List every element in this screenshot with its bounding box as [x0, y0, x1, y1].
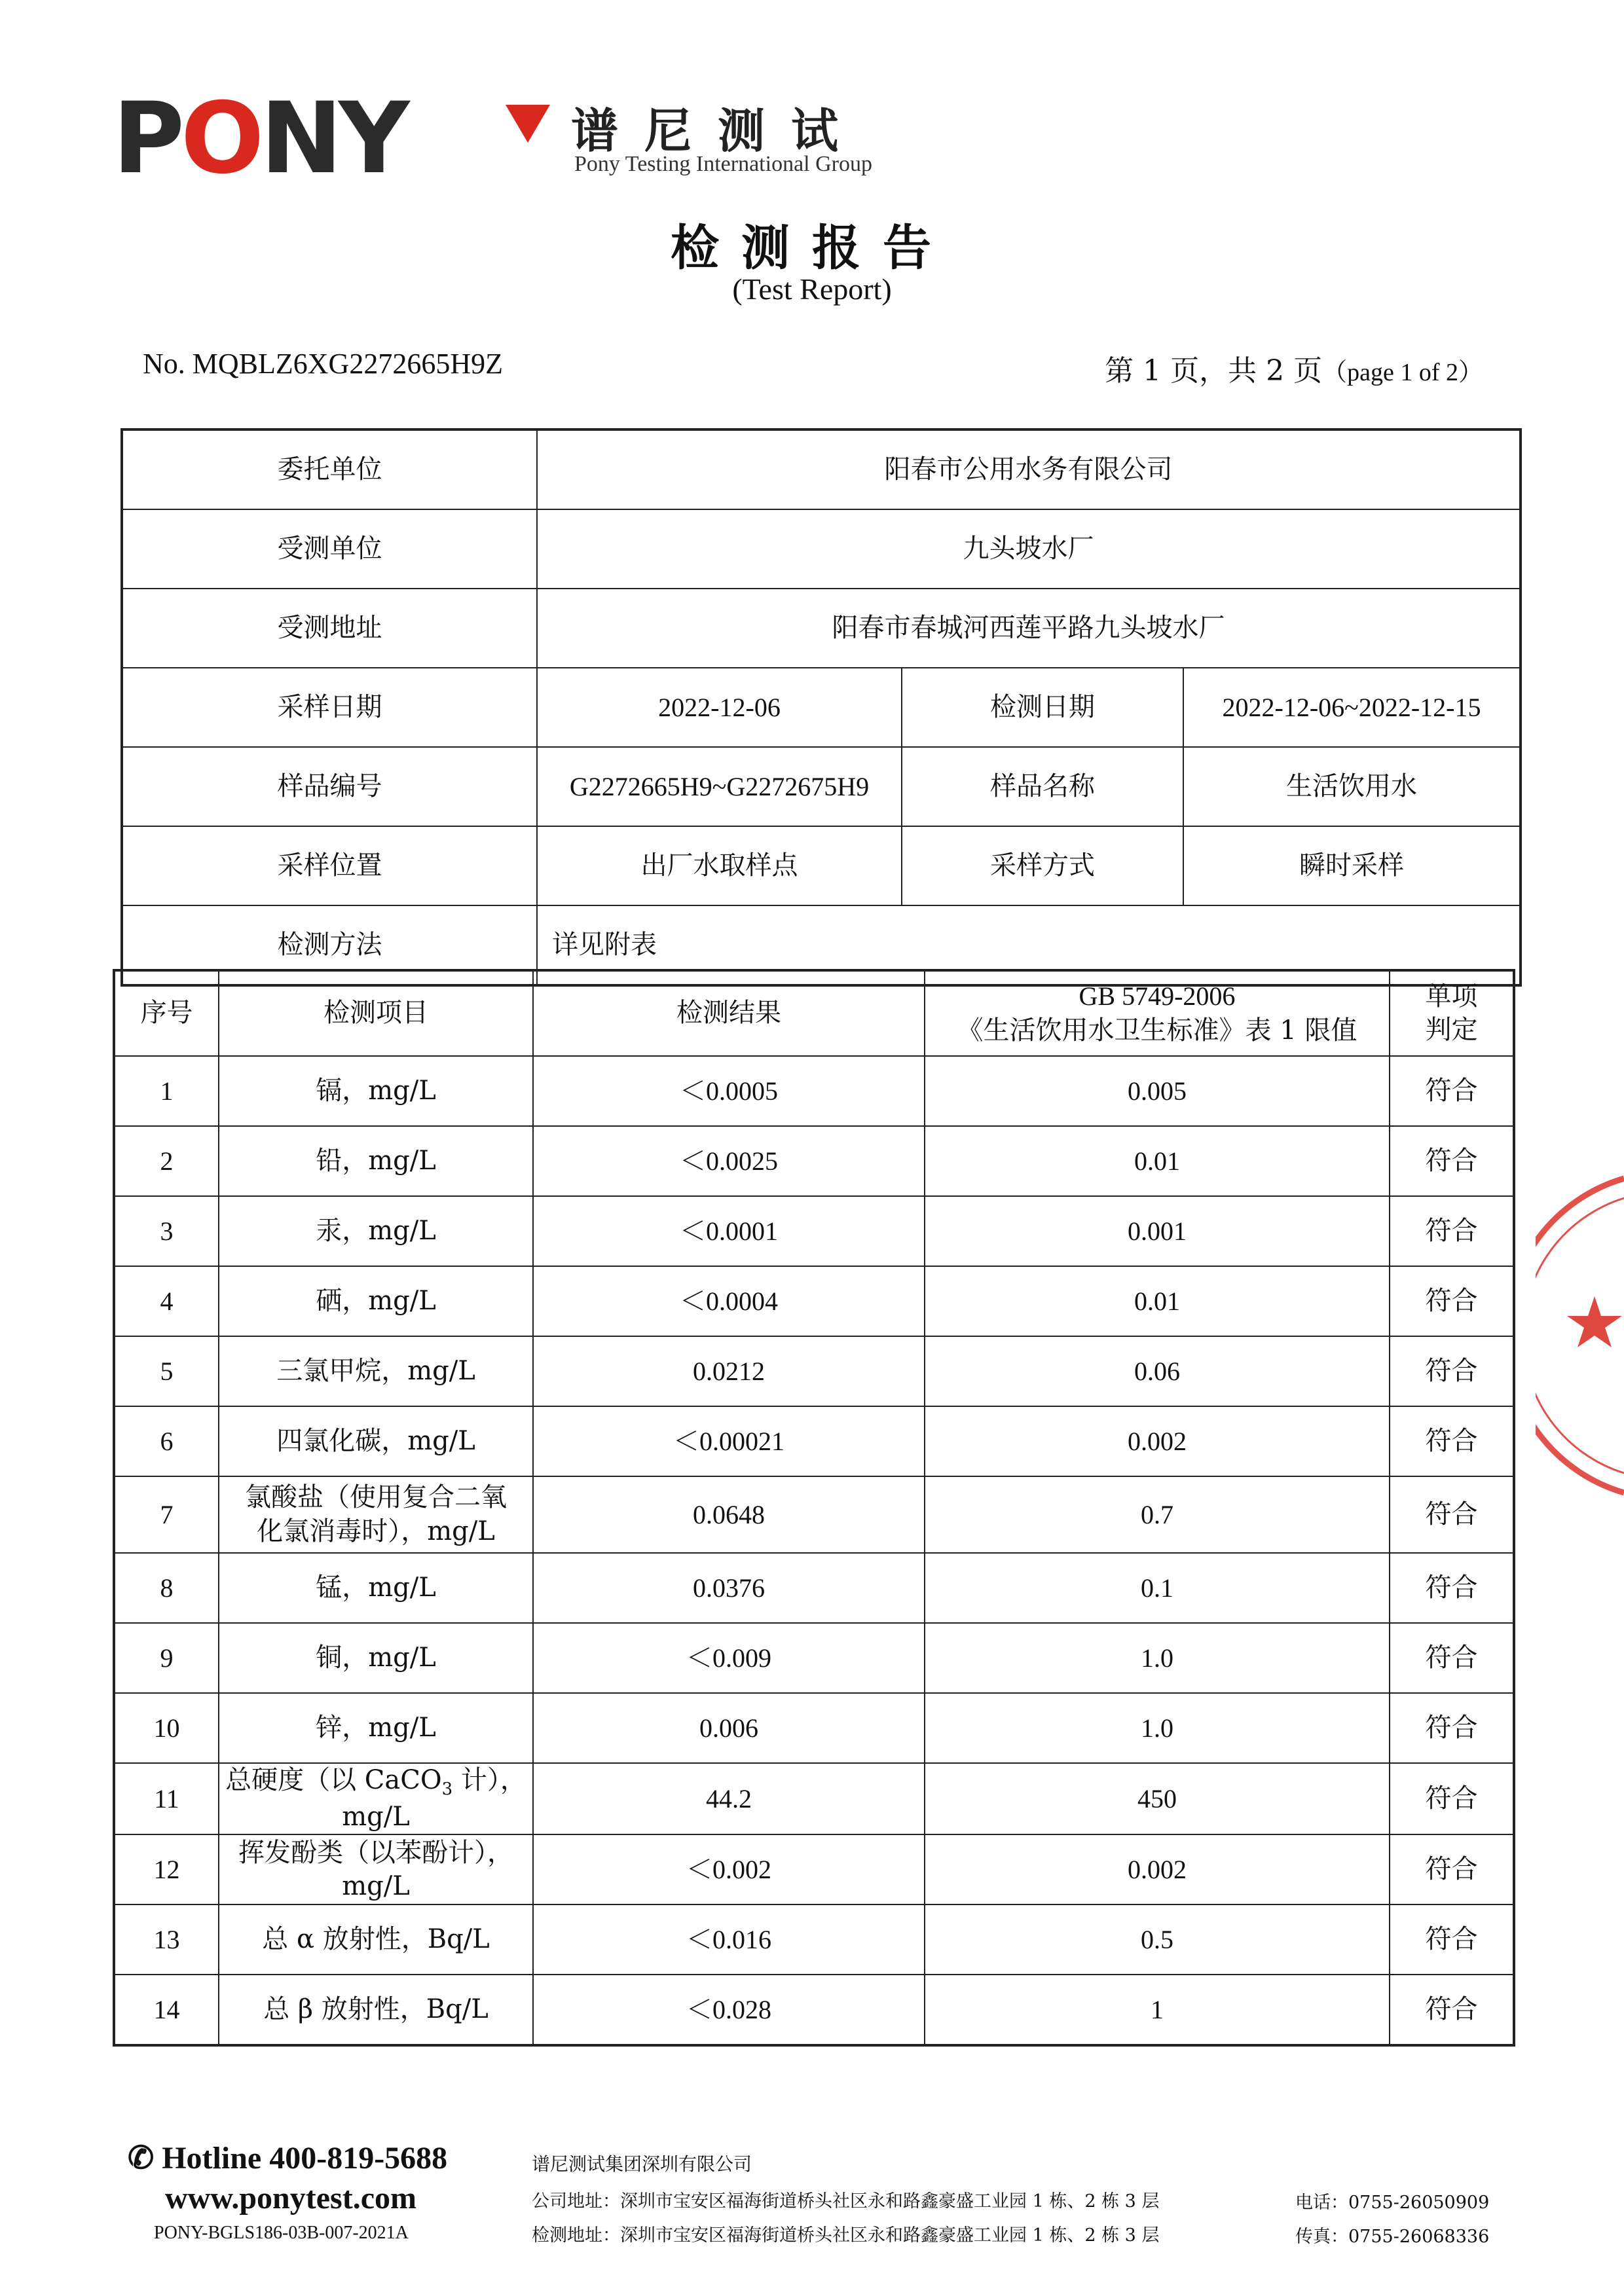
table-row: [114, 1266, 1514, 1336]
table-row: [114, 1693, 1514, 1763]
tested-label: 受测单位: [122, 509, 537, 589]
row-limit: 0.1: [925, 1553, 1390, 1623]
table-row: [114, 1553, 1514, 1623]
row-verdict: 符合: [1390, 1266, 1514, 1336]
info-row-sampling: [122, 826, 1521, 905]
row-verdict: 符合: [1390, 1623, 1514, 1693]
row-item: 汞，mg/L: [219, 1196, 533, 1266]
row-item: 总 α 放射性，Bq/L: [219, 1904, 533, 1975]
row-result: ＜0.00021: [533, 1406, 925, 1476]
row-no: 5: [114, 1336, 219, 1406]
row-no: 12: [114, 1834, 219, 1904]
row-verdict: 符合: [1390, 1834, 1514, 1904]
row-limit: 0.01: [925, 1126, 1390, 1196]
row-verdict: 符合: [1390, 1406, 1514, 1476]
header-limit-title: 《生活饮用水卫生标准》表 1 限值: [957, 1015, 1357, 1046]
sample-no-label: 样品编号: [122, 747, 537, 826]
info-row-dates: [122, 668, 1521, 747]
row-item-line2: 化氯消毒时），mg/L: [257, 1516, 495, 1546]
row-result: 44.2: [533, 1763, 925, 1834]
company-logo: [113, 82, 872, 196]
header-item: 检测项目: [219, 970, 533, 1056]
row-result: ＜0.0004: [533, 1266, 925, 1336]
page-info-en: （page 1 of 2）: [1322, 359, 1483, 386]
row-no: 10: [114, 1693, 219, 1763]
page-info-cn: 第 1 页，共 2 页: [1105, 354, 1323, 388]
row-verdict: 符合: [1390, 1336, 1514, 1406]
tested-value: 九头坡水厂: [537, 509, 1521, 589]
method-value: 详见附表: [537, 905, 1521, 985]
table-row: [114, 1904, 1514, 1975]
row-result: ＜0.016: [533, 1904, 925, 1975]
row-verdict: 符合: [1390, 1126, 1514, 1196]
info-row-tested: [122, 509, 1521, 589]
row-verdict: 符合: [1390, 1056, 1514, 1126]
row-limit: 450: [925, 1763, 1390, 1834]
info-row-sample: [122, 747, 1521, 826]
row-result: ＜0.009: [533, 1623, 925, 1693]
row-item-subscript: 3: [441, 1779, 453, 1799]
row-no: 4: [114, 1266, 219, 1336]
header-no: 序号: [114, 970, 219, 1056]
header-limit: [925, 970, 1390, 1056]
row-limit: 1: [925, 1975, 1390, 2045]
row-item: [219, 1763, 533, 1834]
logo-triangle-icon: [506, 105, 550, 143]
address-value: 阳春市春城河西莲平路九头坡水厂: [537, 589, 1521, 668]
row-result: 0.0376: [533, 1553, 925, 1623]
header-verdict-line2: 判定: [1425, 1015, 1478, 1045]
row-result: 0.0648: [533, 1476, 925, 1553]
row-limit: 0.7: [925, 1476, 1390, 1553]
row-no: 2: [114, 1126, 219, 1196]
table-row: [114, 1763, 1514, 1834]
client-label: 委托单位: [122, 429, 537, 509]
row-limit: 1.0: [925, 1693, 1390, 1763]
sampling-method-label: 采样方式: [902, 826, 1183, 905]
row-item-line2: mg/L: [342, 1870, 410, 1901]
row-limit: 0.005: [925, 1056, 1390, 1126]
row-no: 11: [114, 1763, 219, 1834]
row-no: 1: [114, 1056, 219, 1126]
results-header-row: [114, 970, 1514, 1056]
sampling-location-label: 采样位置: [122, 826, 537, 905]
row-item-prefix: 总硬度（以 CaCO: [225, 1765, 442, 1795]
logo-brand: PONY: [113, 82, 406, 196]
row-item: 锰，mg/L: [219, 1553, 533, 1623]
report-title: 检测报告: [671, 220, 953, 276]
row-item: 总 β 放射性，Bq/L: [219, 1975, 533, 2045]
row-verdict: 符合: [1390, 1196, 1514, 1266]
row-result: ＜0.0025: [533, 1126, 925, 1196]
row-verdict: 符合: [1390, 1693, 1514, 1763]
row-verdict: 符合: [1390, 1975, 1514, 2045]
info-table: [120, 428, 1522, 987]
sampling-date-value: 2022-12-06: [537, 668, 902, 747]
method-label: 检测方法: [122, 905, 537, 985]
row-limit: 0.002: [925, 1834, 1390, 1904]
table-row: [114, 1336, 1514, 1406]
logo-english-name: Pony Testing International Group: [574, 152, 872, 176]
row-no: 13: [114, 1904, 219, 1975]
row-item: 四氯化碳，mg/L: [219, 1406, 533, 1476]
row-limit: 0.002: [925, 1406, 1390, 1476]
sampling-location-value: 出厂水取样点: [537, 826, 902, 905]
info-row-client: [122, 429, 1521, 509]
document-code: PONY-BGLS186-03B-007-2021A: [154, 2223, 409, 2243]
table-row: [114, 1476, 1514, 1553]
row-result: ＜0.002: [533, 1834, 925, 1904]
table-row: [114, 1126, 1514, 1196]
row-no: 3: [114, 1196, 219, 1266]
row-item: 铅，mg/L: [219, 1126, 533, 1196]
header-result: 检测结果: [533, 970, 925, 1056]
row-item-line1: 挥发酚类（以苯酚计），: [238, 1837, 513, 1868]
row-result: ＜0.0005: [533, 1056, 925, 1126]
row-item-suffix: 计），: [452, 1765, 526, 1795]
row-no: 14: [114, 1975, 219, 2045]
row-item-line2: mg/L: [342, 1802, 410, 1832]
row-item-line1: 氯酸盐（使用复合二氧: [245, 1482, 507, 1513]
report-subtitle: (Test Report): [732, 272, 892, 306]
fax: 传真：0755-26068336: [1295, 2227, 1490, 2247]
info-row-address: [122, 589, 1521, 668]
sample-name-label: 样品名称: [902, 747, 1183, 826]
row-limit: 0.06: [925, 1336, 1390, 1406]
report-number: No. MQBLZ6XG2272665H9Z: [143, 348, 503, 380]
row-limit: 1.0: [925, 1623, 1390, 1693]
logo-chinese-name: 谱尼测试: [571, 103, 865, 158]
address-label: 受测地址: [122, 589, 537, 668]
website-link[interactable]: www.ponytest.com: [165, 2181, 416, 2215]
row-result: ＜0.028: [533, 1975, 925, 2045]
sampling-method-value: 瞬时采样: [1183, 826, 1521, 905]
results-table: [113, 969, 1515, 2047]
sample-no-value: G2272665H9~G2272675H9: [537, 747, 902, 826]
sampling-date-label: 采样日期: [122, 668, 537, 747]
row-no: 6: [114, 1406, 219, 1476]
page-info: [1105, 347, 1483, 389]
row-item: 铜，mg/L: [219, 1623, 533, 1693]
header-verdict-line1: 单项: [1425, 981, 1478, 1011]
table-row: [114, 1196, 1514, 1266]
row-item: 镉，mg/L: [219, 1056, 533, 1126]
company-address: 公司地址：深圳市宝安区福海街道桥头社区永和路鑫豪盛工业园 1 栋、2 栋 3 层: [532, 2191, 1160, 2212]
row-verdict: 符合: [1390, 1476, 1514, 1553]
table-row: [114, 1056, 1514, 1126]
row-result: ＜0.0001: [533, 1196, 925, 1266]
header-verdict: [1390, 970, 1514, 1056]
table-row: [114, 1406, 1514, 1476]
row-no: 8: [114, 1553, 219, 1623]
table-row: [114, 1834, 1514, 1904]
row-limit: 0.5: [925, 1904, 1390, 1975]
row-verdict: 符合: [1390, 1553, 1514, 1623]
table-row: [114, 1623, 1514, 1693]
hotline: ✆ Hotline 400-819-5688: [128, 2141, 448, 2176]
row-no: 7: [114, 1476, 219, 1553]
test-address: 检测地址：深圳市宝安区福海街道桥头社区永和路鑫豪盛工业园 1 栋、2 栋 3 层: [532, 2225, 1160, 2246]
footer-company: 谱尼测试集团深圳有限公司: [532, 2153, 752, 2175]
row-item: 锌，mg/L: [219, 1693, 533, 1763]
telephone: 电话：0755-26050909: [1295, 2193, 1490, 2213]
row-limit: 0.001: [925, 1196, 1390, 1266]
row-verdict: 符合: [1390, 1904, 1514, 1975]
row-limit: 0.01: [925, 1266, 1390, 1336]
table-row: [114, 1975, 1514, 2045]
row-item: [219, 1476, 533, 1553]
seal-icon: [1536, 1172, 1624, 1499]
sample-name-value: 生活饮用水: [1183, 747, 1521, 826]
row-item: [219, 1834, 533, 1904]
row-item: 三氯甲烷，mg/L: [219, 1336, 533, 1406]
testing-date-value: 2022-12-06~2022-12-15: [1183, 668, 1521, 747]
row-result: 0.0212: [533, 1336, 925, 1406]
row-result: 0.006: [533, 1693, 925, 1763]
client-value: 阳春市公用水务有限公司: [537, 429, 1521, 509]
row-no: 9: [114, 1623, 219, 1693]
testing-date-label: 检测日期: [902, 668, 1183, 747]
official-seal: [1536, 1172, 1624, 1499]
row-verdict: 符合: [1390, 1763, 1514, 1834]
header-limit-standard: GB 5749-2006: [1079, 981, 1236, 1011]
row-item: 硒，mg/L: [219, 1266, 533, 1336]
